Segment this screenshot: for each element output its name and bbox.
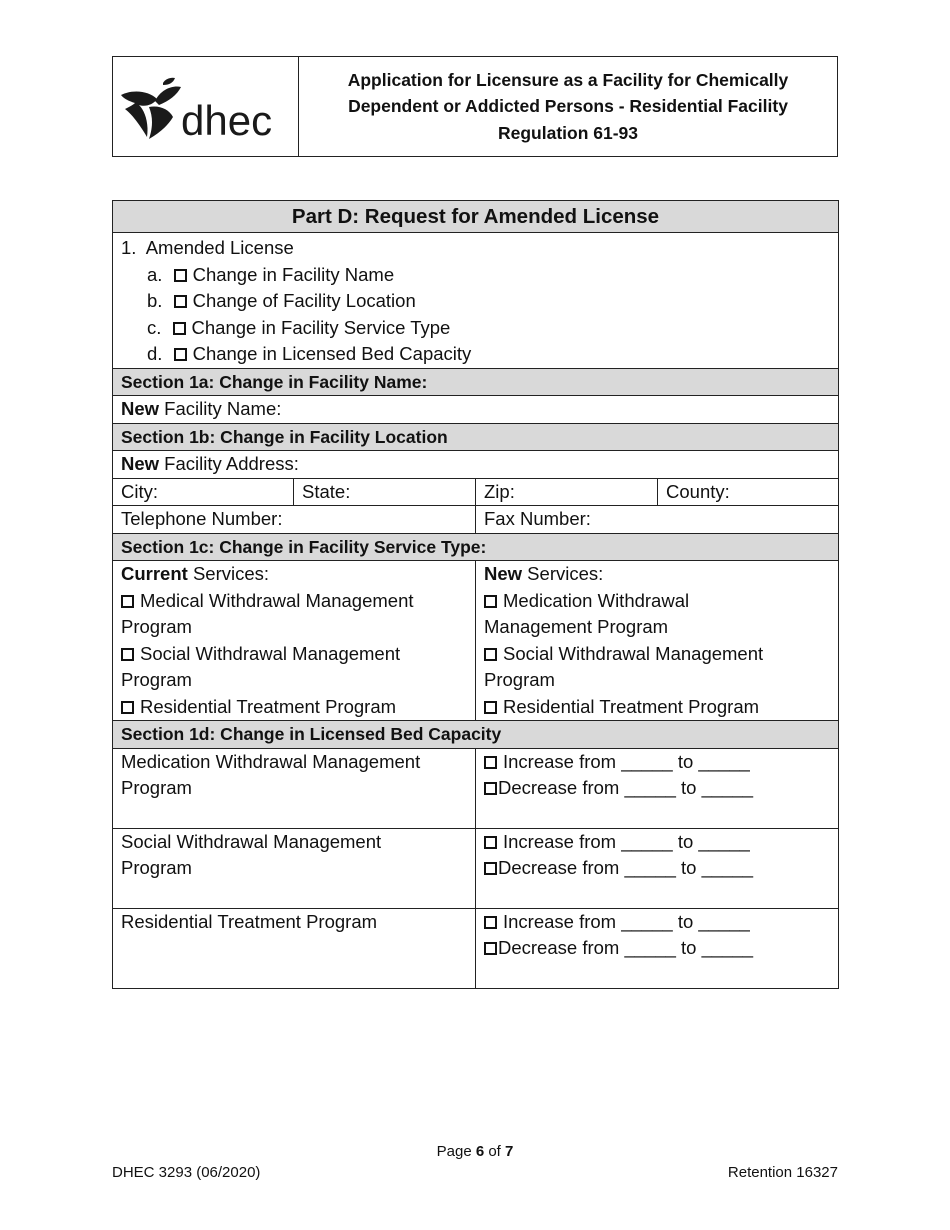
bed-program-social xyxy=(113,828,476,908)
option-label: Social Withdrawal Management xyxy=(140,642,401,664)
zip-field[interactable]: Zip: xyxy=(476,478,658,506)
bed-program-medication xyxy=(113,748,476,828)
title-line: Dependent or Addicted Persons - Residential Facility xyxy=(348,96,788,117)
option-letter: a. xyxy=(147,263,163,285)
telephone-field[interactable]: Telephone Number: xyxy=(113,506,476,534)
checkbox-icon[interactable] xyxy=(484,756,497,769)
logo-cell xyxy=(113,57,299,156)
page-number xyxy=(0,1143,950,1160)
bed-change-residential xyxy=(476,908,839,988)
fax-field[interactable]: Fax Number: xyxy=(476,506,839,534)
amended-license-list xyxy=(113,233,839,369)
checkbox-icon[interactable] xyxy=(174,348,187,361)
current-label: Current xyxy=(121,563,188,584)
state-field[interactable]: State: xyxy=(294,478,476,506)
increase-label: Increase from _____ to _____ xyxy=(503,750,750,772)
new-label: New xyxy=(484,563,523,584)
option-label: Residential Treatment Program xyxy=(503,695,760,717)
page-prefix: Page xyxy=(436,1143,476,1160)
amended-license-heading: 1. Amended License xyxy=(121,237,294,258)
checkbox-icon[interactable] xyxy=(484,595,497,608)
section-1c-heading: Section 1c: Change in Facility Service Type: xyxy=(113,533,839,561)
option-letter: b. xyxy=(147,290,163,311)
amended-license-form xyxy=(112,200,839,989)
program-label: Social Withdrawal Management xyxy=(121,830,382,852)
section-1a-heading: Section 1a: Change in Facility Name: xyxy=(113,368,839,396)
option-label: Change in Facility Name xyxy=(192,263,395,285)
retention-code: Retention 16327 xyxy=(727,1164,838,1181)
option-service-type[interactable] xyxy=(121,315,830,342)
bed-change-social xyxy=(476,828,839,908)
form-id: DHEC 3293 (06/2020) xyxy=(112,1164,261,1181)
new-label: New xyxy=(121,398,160,419)
checkbox-icon[interactable] xyxy=(121,648,134,661)
title-line: Application for Licensure as a Facility for Chemically xyxy=(347,69,789,90)
page-total: 7 xyxy=(505,1143,514,1160)
increase-option[interactable] xyxy=(484,829,830,856)
program-label: Residential Treatment Program xyxy=(121,910,378,932)
page-current: 6 xyxy=(475,1143,485,1160)
logo-text: dhec xyxy=(181,97,273,144)
part-title: Part D: Request for Amended License xyxy=(113,201,839,233)
checkbox-icon[interactable] xyxy=(121,701,134,714)
field-label: Facility Name: xyxy=(159,398,282,419)
checkbox-icon[interactable] xyxy=(484,648,497,661)
title-line: Regulation 61-93 xyxy=(497,122,639,143)
new-facility-name-field[interactable] xyxy=(113,396,839,424)
option-label: Residential Treatment Program xyxy=(140,695,397,717)
section-1d-heading: Section 1d: Change in Licensed Bed Capacity xyxy=(113,721,839,749)
new-residential-treatment-option[interactable] xyxy=(484,694,830,721)
option-label-cont: Management Program xyxy=(484,616,669,637)
decrease-option[interactable] xyxy=(484,935,830,962)
program-label-cont: Program xyxy=(121,777,192,798)
decrease-label: Decrease from _____ to _____ xyxy=(498,937,754,958)
program-label-cont: Program xyxy=(121,857,192,878)
services-label: Services: xyxy=(522,563,604,584)
decrease-option[interactable] xyxy=(484,855,830,882)
current-medical-withdrawal-option[interactable] xyxy=(121,588,467,615)
decrease-label: Decrease from _____ to _____ xyxy=(498,857,754,878)
current-services xyxy=(113,561,476,721)
checkbox-icon[interactable] xyxy=(121,595,134,608)
option-label: Medical Withdrawal Management xyxy=(140,589,414,611)
new-facility-address-field[interactable] xyxy=(113,451,839,479)
checkbox-icon[interactable] xyxy=(484,862,497,875)
checkbox-icon[interactable] xyxy=(484,836,497,849)
city-field[interactable]: City: xyxy=(113,478,294,506)
option-letter: c. xyxy=(147,316,162,338)
new-social-withdrawal-option[interactable] xyxy=(484,641,830,668)
option-facility-name[interactable] xyxy=(121,262,830,289)
increase-label: Increase from _____ to _____ xyxy=(503,910,750,932)
checkbox-icon[interactable] xyxy=(484,701,497,714)
decrease-label: Decrease from _____ to _____ xyxy=(498,777,754,798)
checkbox-icon[interactable] xyxy=(484,782,497,795)
document-header xyxy=(112,56,838,157)
bed-program-residential xyxy=(113,908,476,988)
option-bed-capacity[interactable] xyxy=(121,341,830,368)
checkbox-icon[interactable] xyxy=(484,942,497,955)
services-label: Services: xyxy=(187,563,270,584)
checkbox-icon[interactable] xyxy=(173,322,186,335)
program-label: Medication Withdrawal Management xyxy=(121,750,421,772)
option-label: Medication Withdrawal xyxy=(503,589,690,611)
current-social-withdrawal-option[interactable] xyxy=(121,641,467,668)
checkbox-icon[interactable] xyxy=(174,269,187,282)
dhec-logo xyxy=(119,75,294,145)
decrease-option[interactable] xyxy=(484,775,830,802)
option-letter: d. xyxy=(147,343,163,364)
option-label: Change in Licensed Bed Capacity xyxy=(192,343,472,364)
checkbox-icon[interactable] xyxy=(174,295,187,308)
option-label-cont: Program xyxy=(484,669,555,690)
checkbox-icon[interactable] xyxy=(484,916,497,929)
field-label: Facility Address: xyxy=(159,453,299,474)
new-label: New xyxy=(121,453,160,474)
option-label-cont: Program xyxy=(121,669,192,690)
document-title xyxy=(299,57,837,156)
bed-change-medication xyxy=(476,748,839,828)
new-medication-withdrawal-option[interactable] xyxy=(484,588,830,615)
current-residential-treatment-option[interactable] xyxy=(121,694,467,721)
option-label: Social Withdrawal Management xyxy=(503,642,764,664)
county-field[interactable]: County: xyxy=(658,478,839,506)
new-services xyxy=(476,561,839,721)
option-label-cont: Program xyxy=(121,616,192,637)
option-label: Change in Facility Service Type xyxy=(191,316,451,338)
option-facility-location[interactable] xyxy=(121,288,830,315)
section-1b-heading: Section 1b: Change in Facility Location xyxy=(113,423,839,451)
option-label: Change of Facility Location xyxy=(192,290,416,311)
page-of: of xyxy=(484,1143,506,1160)
increase-option[interactable] xyxy=(484,909,830,936)
increase-label: Increase from _____ to _____ xyxy=(503,830,750,852)
increase-option[interactable] xyxy=(484,749,830,776)
